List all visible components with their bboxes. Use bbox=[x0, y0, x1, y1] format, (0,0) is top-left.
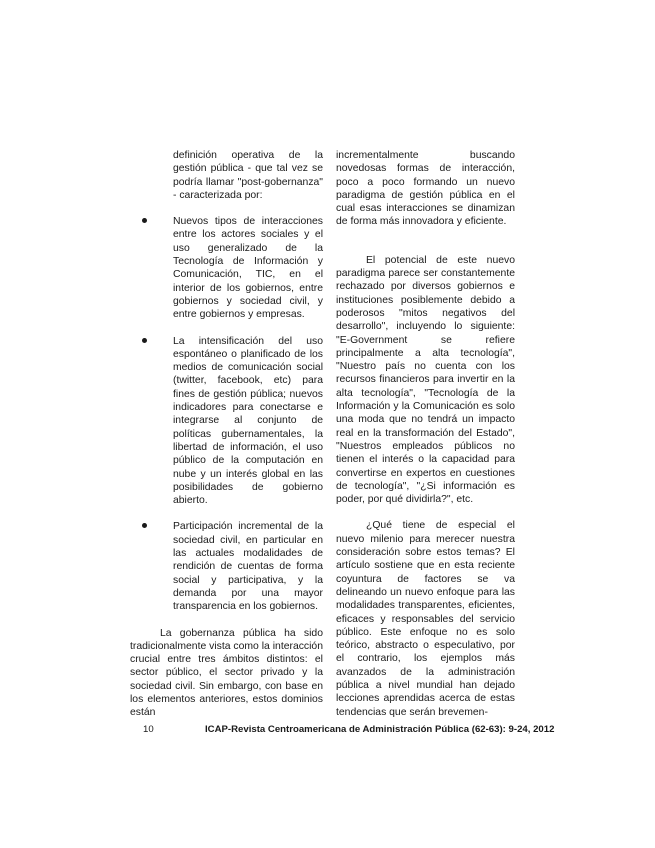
bullet-item bbox=[173, 520, 323, 613]
intro-paragraph: definición operativa de la gestión pública - que tal vez se podría llamar "post-gobernanza" - caracterizada por: bbox=[173, 150, 323, 201]
bullet-icon bbox=[142, 338, 147, 343]
body-paragraph: ¿Qué tiene de especial el nuevo milenio para merecer nuestra consideración sobre estos temas? El artículo sostiene que en esta reciente coyuntura de factores se va delineando un nuevo enfoque para las modalidades transparentes, eficientes, eficaces y responsables del servicio público. Este enfoque no es solo teórico, abstracto o especulativo, por el contrario, los ejemplos más avanzados de la administración pública a nivel mundial han dejado lecciones aprendidas acerca de estas tendencias que serán brevemen- bbox=[336, 520, 515, 718]
bullet-item bbox=[173, 215, 323, 321]
journal-citation: ICAP-Revista Centroamericana de Administración Pública (62-63): 9-24, 2012 bbox=[205, 724, 555, 735]
body-paragraph: La gobernanza pública ha sido tradicionalmente vista como la interacción crucial entre tres ámbitos distintos: el sector público, el sector privado y la sociedad civil. Sin embargo, con base en los elementos anteriores, estos dominios están bbox=[130, 627, 323, 719]
bullet-text: Nuevos tipos de interacciones entre los actores sociales y el uso generalizado de la Tecnología de Información y Comunicación, TIC, en el interior de los gobiernos, entre gobiernos y sociedad civil, y entre gobiernos y empresas. bbox=[173, 216, 323, 321]
right-column bbox=[336, 149, 515, 719]
bullet-text: La intensificación del uso espontáneo o planificado de los medios de comunicación social (twitter, facebook, etc) para fines de gestión pública; nuevos indicadores para conectarse e integrarse al conjunto de políticas gubernamentales, la libertad de información, el uso público de la computación en nube y un interés global en las posibilidades de gobierno abierto. bbox=[173, 335, 323, 507]
body-paragraph: incrementalmente buscando novedosas formas de interacción, poco a poco formando un nuevo paradigma de gestión pública en el cual esas interacciones se dinamizan de forma más innovadora y eficiente. bbox=[336, 150, 515, 228]
page-number: 10 bbox=[143, 724, 154, 735]
bullet-item bbox=[173, 335, 323, 508]
bullet-text: Participación incremental de la sociedad civil, en particular en las actuales modalidades de rendición de cuentas de forma social y participativa, y la demanda por una mayor transparencia en los gobiernos. bbox=[173, 521, 323, 613]
bullet-icon bbox=[142, 523, 147, 528]
bullet-icon bbox=[142, 218, 147, 223]
left-column bbox=[130, 149, 323, 720]
body-paragraph: El potencial de este nuevo paradigma parece ser constantemente rechazado por diversos gobiernos e instituciones posiblemente debido a poderosos "mitos negativos del desarrollo", incluyendo lo siguiente: "E-Government se refiere principalmente a alta tecnología", "Nuestro país no cuenta con los recursos financieros para invertir en la alta tecnología", "Tecnología de la Información y la Comunicación es solo una moda que no tendrá un impacto real en la transformación del Estado", "Nuestros empleados públicos no tienen el interés o la capacidad para convertirse en expertos en cuestiones de tecnología", "¿Si información es poder, por qué dividirla?", etc. bbox=[336, 254, 515, 506]
